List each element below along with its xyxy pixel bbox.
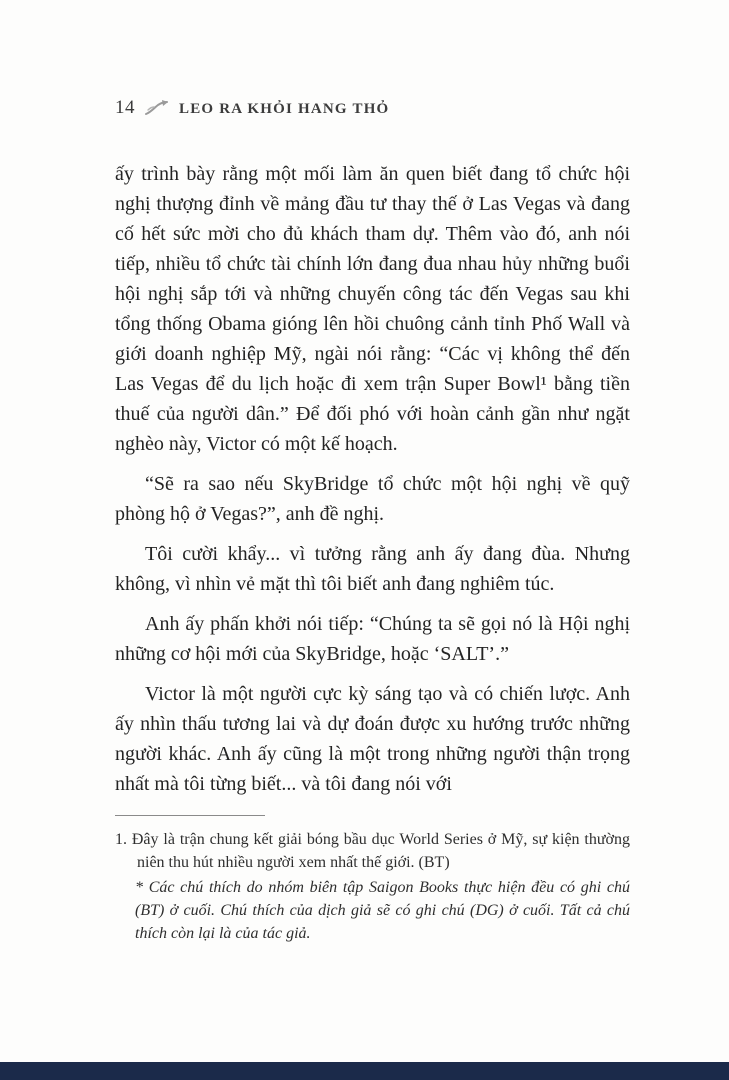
paragraph: Tôi cười khẩy... vì tưởng rằng anh ấy đang đùa. Nhưng không, vì nhìn vẻ mặt thì tôi biết anh đang nghiêm túc. [115,543,630,595]
rabbit-ornament-icon [144,98,170,118]
footnote-item: 1. Đây là trận chung kết giải bóng bầu dục World Series ở Mỹ, sự kiện thường niên thu hút nhiều người xem nhất thế giới. (BT) [115,831,630,871]
page-number: 14 [115,97,135,118]
body-text [115,159,630,799]
paragraph: Victor là một người cực kỳ sáng tạo và có chiến lược. Anh ấy nhìn thấu tương lai và dự đoán được xu hướng trước những người khác. Anh ấy cũng là một trong những người thận trọng nhất mà tôi từng biết... và tôi đang nói với [115,683,630,795]
footnotes-section [115,815,630,945]
running-header-title: LEO RA KHỎI HANG THỎ [179,100,390,117]
paragraph: ấy trình bày rằng một mối làm ăn quen biết đang tổ chức hội nghị thượng đỉnh về mảng đầu tư thay thế ở Las Vegas và đang cố hết sức mời cho đủ khách tham dự. Thêm vào đó, anh nói tiếp, nhiều tổ chức tài chính lớn đang đua nhau hủy những buổi hội nghị sắp tới và những chuyến công tác đến Vegas sau khi tổng thống Obama gióng lên hồi chuông cảnh tỉnh Phố Wall và giới doanh nghiệp Mỹ, ngài nói rằng: “Các vị không thể đến Las Vegas để du lịch hoặc đi xem trận Super Bowl¹ bằng tiền thuế của người dân.” Để đối phó với hoàn cảnh gần như ngặt nghèo này, Victor có một kế hoạch. [115,163,630,455]
footer-bar [0,1062,729,1080]
paragraph: Anh ấy phấn khởi nói tiếp: “Chúng ta sẽ gọi nó là Hội nghị những cơ hội mới của SkyBridge, hoặc ‘SALT’.” [115,613,630,665]
footnote-divider [115,815,265,816]
footnote-item: * Các chú thích do nhóm biên tập Saigon Books thực hiện đều có ghi chú (BT) ở cuối. Chú thích của dịch giả sẽ có ghi chú (DG) ở cuối. Tất cả chú thích còn lại là của tác giả. [135,879,630,942]
running-header [115,97,630,119]
paragraph: “Sẽ ra sao nếu SkyBridge tổ chức một hội nghị về quỹ phòng hộ ở Vegas?”, anh đề nghị. [115,473,630,525]
